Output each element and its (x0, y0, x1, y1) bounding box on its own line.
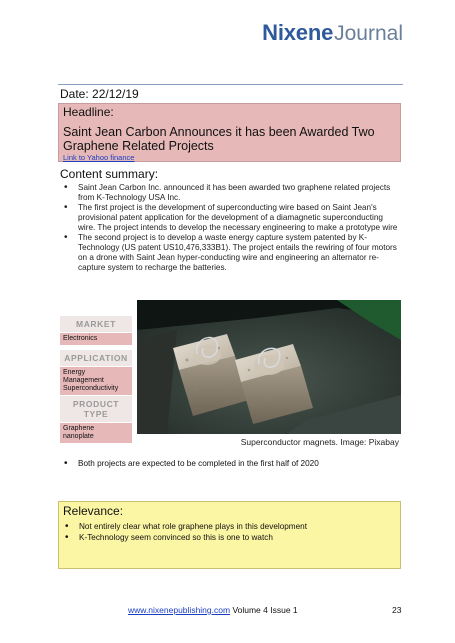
relevance-item: • K-Technology seem convinced so this is one to watch (63, 532, 396, 543)
logo-suffix: Journal (334, 22, 403, 45)
relevance-list (63, 521, 396, 543)
product-type-value: Graphene (63, 425, 95, 432)
market-value: Electronics (60, 333, 132, 346)
relevance-box (58, 501, 401, 569)
summary-item: • The first project is the development of superconducting wire based on Saint Jean's provisional patent application for the development of a diamagnetic superconducting wire. The project intends to develop the necessary engineering to make a prototype wire (62, 203, 402, 233)
application-value: Superconductivity (63, 385, 119, 392)
extra-item: • Both projects are expected to be completed in the first half of 2020 (62, 459, 402, 469)
article-date: Date: 22/12/19 (60, 87, 139, 101)
summary-label: Content summary: (60, 167, 159, 181)
product-type-label: PRODUCT TYPE (60, 396, 132, 423)
summary-item: • The second project is to develop a waste energy capture system patented by K-Technology (US patent US10,476,333B1). The project entails the rewiring of four motors on a drone with Saint Jean hyper-conducting wire and engineering an alternator re-capture system to recharge the batteries. (62, 233, 402, 273)
relevance-item: • Not entirely clear what role graphene plays in this development (63, 521, 396, 532)
logo-brand: Nixene (262, 20, 334, 45)
application-values (60, 367, 132, 396)
issue-info: Volume 4 Issue 1 (232, 605, 298, 615)
publisher-link[interactable]: www.nixenepublishing.com (128, 605, 231, 615)
relevance-label: Relevance: (63, 504, 124, 518)
application-label: APPLICATION (60, 350, 132, 367)
classification-sidebar (60, 316, 132, 444)
footer-info (128, 605, 298, 615)
headline-title: Saint Jean Carbon Announces it has been Awarded Two Graphene Related Projects (63, 125, 375, 153)
image-caption: Superconductor magnets. Image: Pixabay (240, 437, 399, 447)
superconductor-photo (137, 300, 401, 434)
journal-logo (262, 20, 403, 46)
application-value: Management (63, 377, 104, 384)
summary-item: • Saint Jean Carbon Inc. announced it has been awarded two graphene related projects from K-Technology USA Inc. (62, 183, 402, 203)
extra-list (62, 459, 402, 469)
headline-label: Headline: (63, 105, 114, 119)
source-link[interactable]: Link to Yahoo finance (63, 153, 135, 162)
headline-box (58, 103, 401, 162)
product-type-value: nanoplate (63, 433, 94, 440)
header-rule (58, 84, 403, 85)
summary-list (62, 183, 402, 273)
page-number: 23 (392, 605, 402, 615)
market-label: MARKET (60, 316, 132, 333)
application-value: Energy (63, 369, 86, 376)
product-type-values (60, 423, 132, 444)
